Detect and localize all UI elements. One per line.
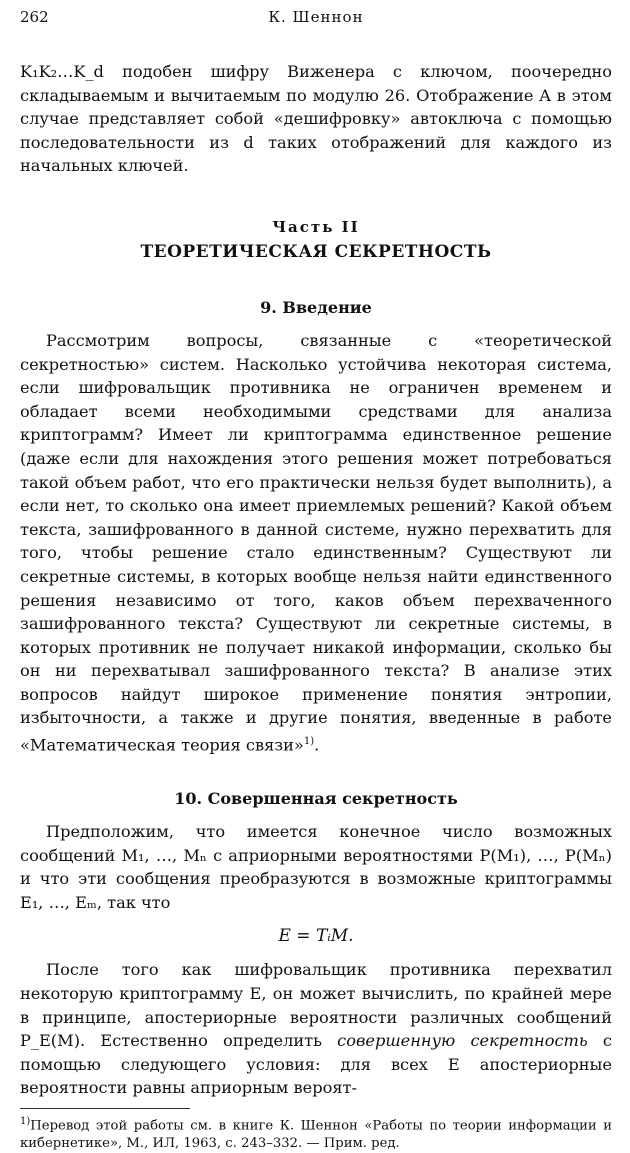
footnote <box>20 1113 612 1153</box>
part-title: ТЕОРЕТИЧЕСКАЯ СЕКРЕТНОСТЬ <box>140 241 492 262</box>
section-10-paragraph-2-start: После того как шифровальщик противника перехватил некоторую криптограмму E, он может вычислить, по крайней мере в принципе, апостериорные вероятности различных сообщений P_E(M). Естественно определить <box>20 960 612 1051</box>
footnote-text: Перевод этой работы см. в книге К. Шеннон «Работы по теории информации и кибернетике», М., ИЛ, 1963, с. 243–332. — Прим. ред. <box>20 1118 612 1152</box>
part-label: Часть II <box>272 217 360 236</box>
running-head <box>20 8 612 32</box>
intro-paragraph: K₁K₂…K_d подобен шифру Виженера с ключом, поочередно складываемым и вычитаемым по модулю 26. Отображение A в этом случае представляет собой «дешифровку» автоключа с помощью последовательности из d таких отображений для каждого из начальных ключей. <box>20 62 612 176</box>
section-9-body-end: . <box>314 735 320 755</box>
section-9-title: 9. Введение <box>260 297 372 317</box>
equation-e-ti-m: E = TᵢM. <box>278 926 354 947</box>
book-page <box>20 8 612 1153</box>
section-9-body: Рассмотрим вопросы, связанные с «теоретической секретностью» систем. Насколько устойчива некоторая система, если шифровальщик противника не ограничен временем и обладает всеми необходимыми средствами для анализа криптограмм? Имеет ли криптограмма единственное решение (даже если для нахождения этого решения может потребоваться такой объем работ, что его практически нельзя будет выполнить), а если нет, то сколько она имеет приемлемых решений? Какой объем текста, зашифрованного в данной системе, нужно перехватить для того, чтобы решение стало единственным? Существуют ли секретные системы, в которых вообще нельзя найти единственного решения независимо от того, каков объем перехваченного зашифрованного текста? Существуют ли секретные системы, в которых противник не получает никакой информации, сколько бы он ни перехватывал зашифрованного текста? В анализе этих вопросов найдут широкое применение понятия энтропии, избыточности, а также и другие понятия, введенные в работе «Математическая теория связи» <box>20 330 612 755</box>
section-9-paragraph <box>20 329 612 757</box>
section-10-paragraph-2-end: с помощью следующего условия: для всех E апостериорные вероятности равны априорным вероят- <box>20 1031 612 1098</box>
footnote-divider <box>20 1108 190 1109</box>
footnote-mark: 1) <box>20 1115 31 1127</box>
page-number: 262 <box>20 8 49 26</box>
running-head-author: К. Шеннон <box>268 8 364 26</box>
section-10-paragraph-2 <box>20 958 612 1100</box>
section-10-paragraph-1: Предположим, что имеется конечное число возможных сообщений M₁, …, Mₙ с априорными вероятностями P(M₁), …, P(Mₙ) и что эти сообщения преобразуются в возможные криптограммы E₁, …, Eₘ, так что <box>20 822 612 912</box>
section-10-title: 10. Совершенная секретность <box>174 789 458 809</box>
footnote-reference[interactable]: 1) <box>303 736 315 748</box>
term-perfect-secrecy: совершенную секретность <box>337 1031 588 1051</box>
